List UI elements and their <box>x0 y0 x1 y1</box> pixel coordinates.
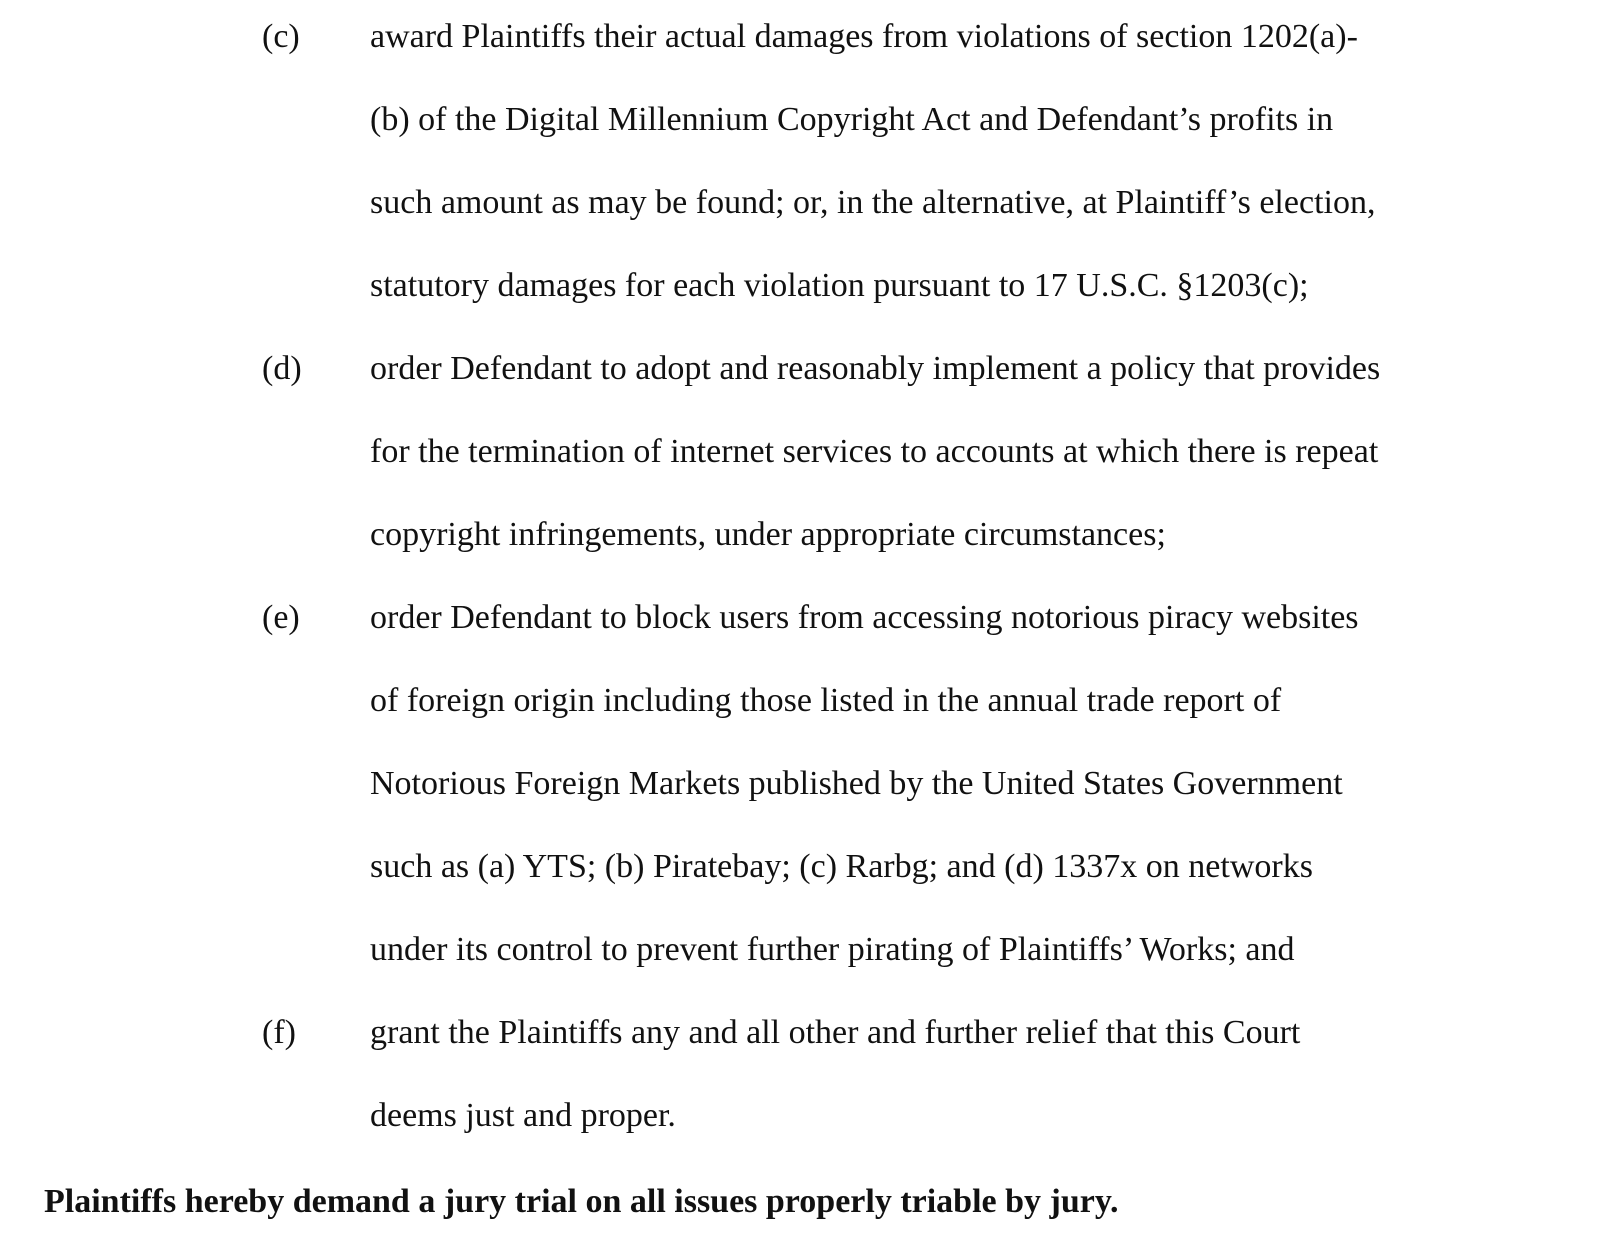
item-marker: (f) <box>262 1014 296 1051</box>
item-marker: (d) <box>262 350 302 387</box>
text-line: copyright infringements, under appropriate circumstances; <box>370 516 1166 553</box>
item-text <box>370 327 1450 576</box>
text-line: deems just and proper. <box>370 1097 676 1134</box>
item-text <box>370 991 1450 1157</box>
item-marker: (c) <box>262 18 300 55</box>
text-line: order Defendant to adopt and reasonably implement a policy that provides <box>370 350 1381 387</box>
text-line: Notorious Foreign Markets published by the United States Government <box>370 765 1343 802</box>
jury-demand: Plaintiffs hereby demand a jury trial on all issues properly triable by jury. <box>44 1183 1119 1220</box>
text-line: under its control to prevent further pirating of Plaintiffs’ Works; and <box>370 931 1295 968</box>
text-line: award Plaintiffs their actual damages from violations of section 1202(a)- <box>370 18 1358 55</box>
text-line: statutory damages for each violation pursuant to 17 U.S.C. §1203(c); <box>370 267 1309 304</box>
text-line: order Defendant to block users from accessing notorious piracy websites <box>370 599 1359 636</box>
text-line: (b) of the Digital Millennium Copyright Act and Defendant’s profits in <box>370 101 1334 138</box>
item-text <box>370 0 1450 327</box>
text-line: for the termination of internet services to accounts at which there is repeat <box>370 433 1379 470</box>
text-line: such as (a) YTS; (b) Piratebay; (c) Rarbg; and (d) 1337x on networks <box>370 848 1313 885</box>
item-marker: (e) <box>262 599 300 636</box>
text-line: such amount as may be found; or, in the alternative, at Plaintiff’s election, <box>370 184 1376 221</box>
text-line: of foreign origin including those listed in the annual trade report of <box>370 682 1282 719</box>
text-line: grant the Plaintiffs any and all other and further relief that this Court <box>370 1014 1301 1051</box>
item-text <box>370 576 1450 991</box>
